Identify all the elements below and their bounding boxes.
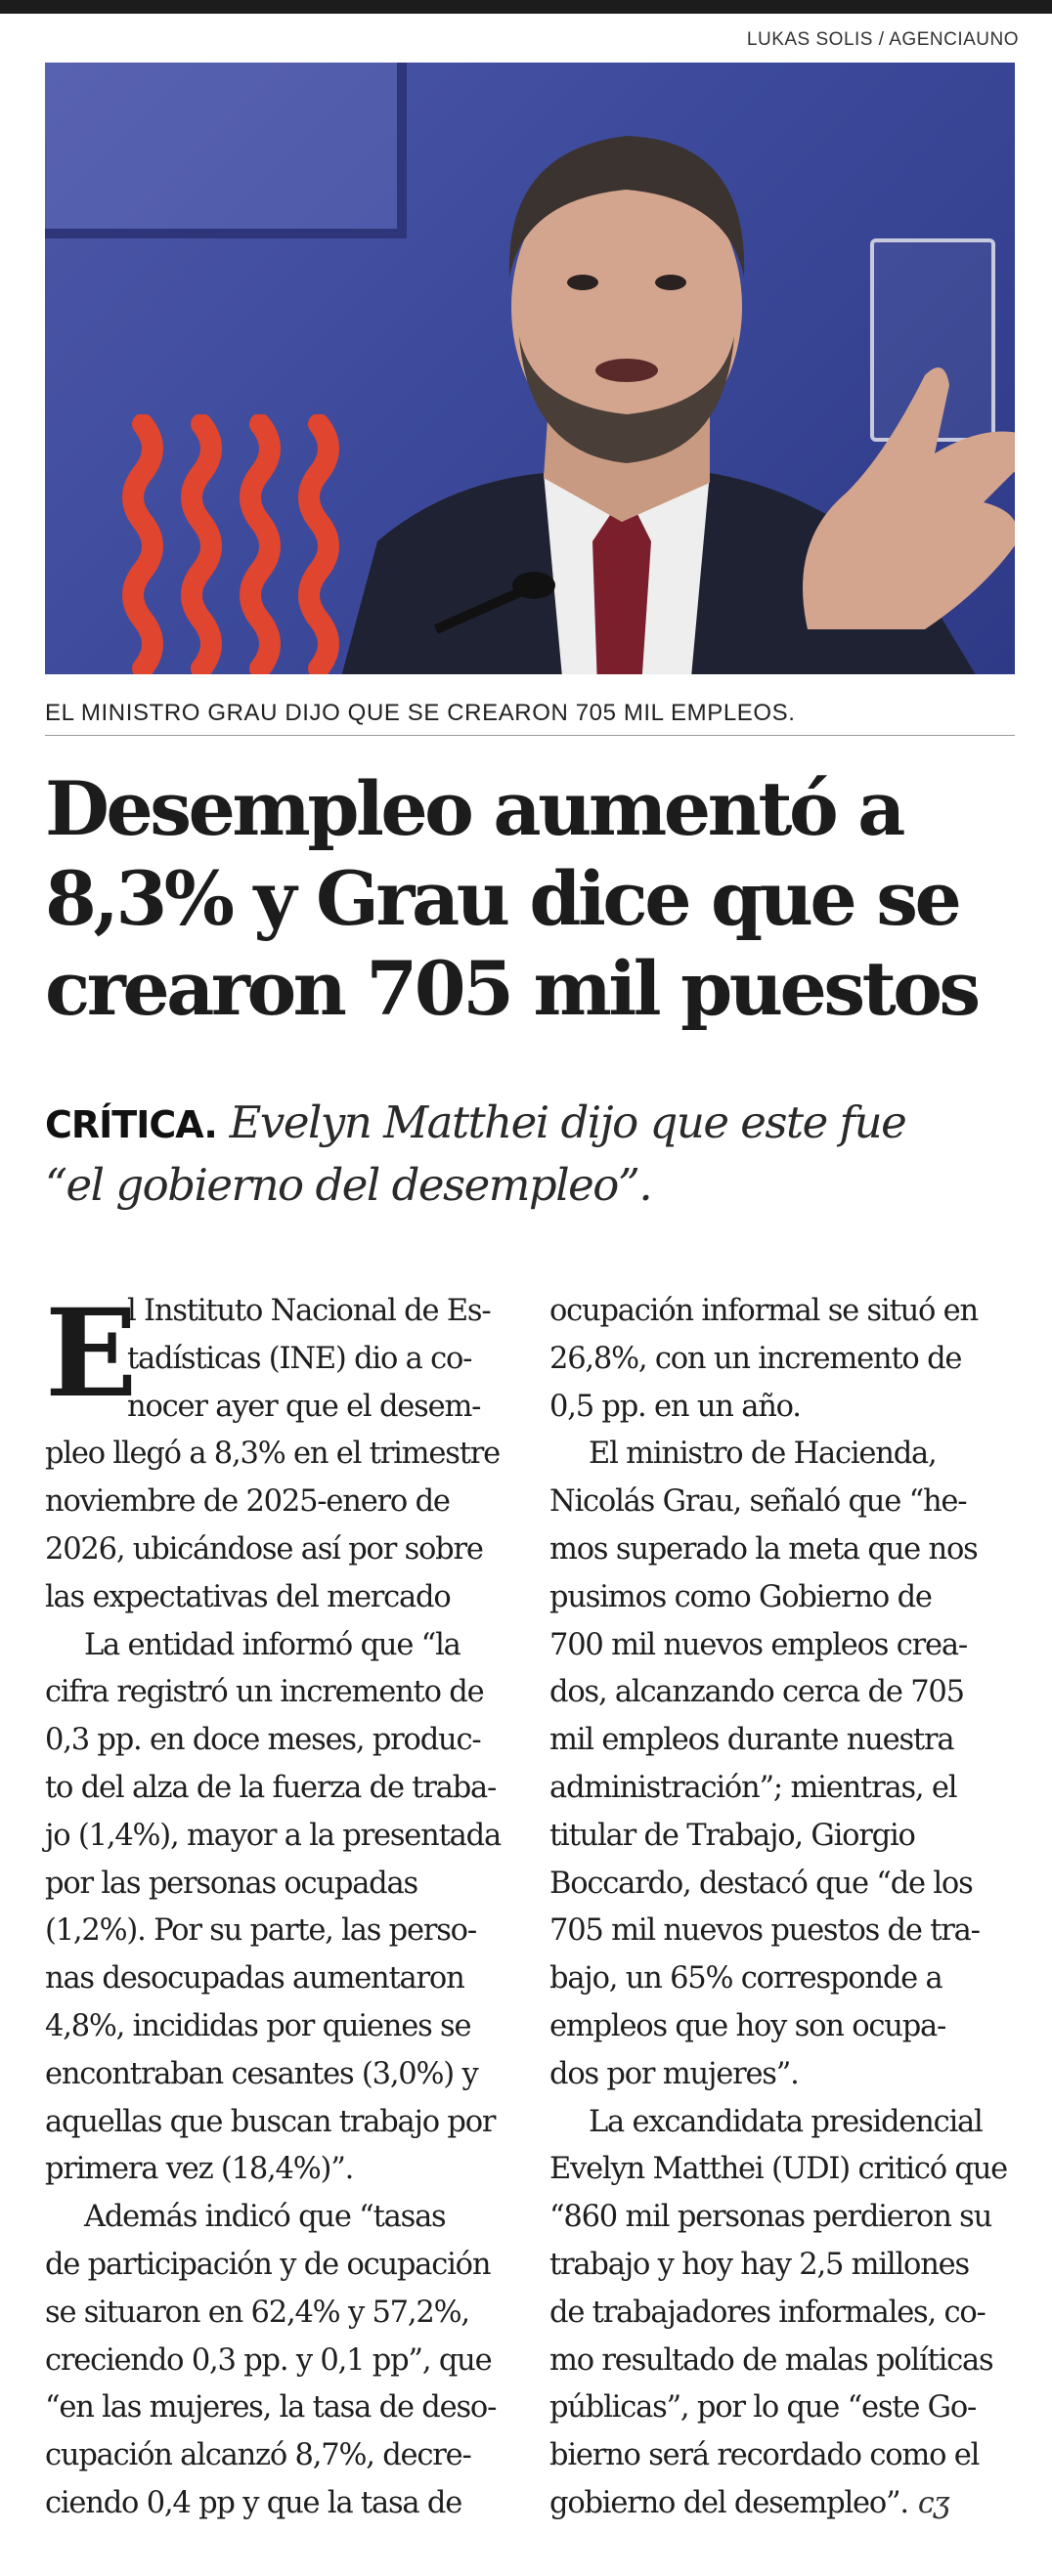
article-line [549,1288,1023,1336]
article-line [549,2242,1023,2290]
article-line: 2026, ubicándose así por sobre [45,1531,483,1567]
top-rule [0,0,1052,14]
article-column-right [549,1288,1023,2528]
deck-kicker: CRÍTICA. [45,1103,217,1146]
article-line [549,2290,1023,2338]
article-line-text: titular de Trabajo, Giorgio [549,1818,915,1853]
article-line: tadísticas (INE) dio a co- [127,1341,472,1376]
article-line: Además indicó que “tasas [84,2200,446,2235]
article-line [549,2051,1023,2099]
article-line [549,1622,1023,1670]
article-line-text: bajo, un 65% corresponde a [549,1961,942,1996]
article-line [549,1669,1023,1717]
article-line: cifra registró un incremento de [45,1675,484,1710]
article-line [549,1479,1023,1526]
article-line [549,1861,1023,1909]
headline [45,764,1023,1034]
article-line: to del alza de la fuerza de traba- [45,1770,497,1805]
article-line [549,2146,1023,2194]
article-line: se situaron en 62,4% y 57,2%, [45,2295,469,2330]
article-line-text: Nicolás Grau, señaló que “he- [549,1484,967,1520]
article-line-text: mos superado la meta que nos [549,1531,978,1567]
article-line [549,2099,1023,2147]
article-line [549,1908,1023,1955]
article-line [549,1765,1023,1813]
article-line-text: “860 mil personas perdieron su [549,2200,992,2235]
article-line-text: El ministro de Hacienda, [589,1437,937,1472]
article-line: cupación alcanzó 8,7%, decre- [45,2438,471,2473]
article-line: 0,3 pp. en doce meses, produc- [45,1723,481,1758]
article-column-left [45,1283,518,2528]
article-line: creciendo 0,3 pp. y 0,1 pp”, que [45,2342,492,2378]
deck-text: Evelyn Matthei dijo que este fue [216,1096,906,1148]
article-line [549,1384,1023,1432]
article-line: “en las mujeres, la tasa de deso- [45,2390,497,2426]
article-line: l Instituto Nacional de Es- [127,1294,491,1328]
article-line-text: públicas”, por lo que “este Go- [549,2390,977,2426]
article-line-text: administración”; mientras, el [549,1770,957,1805]
article-line [549,2480,1023,2528]
article-line-text: Boccardo, destacó que “de los [549,1866,973,1901]
deck-line [45,1093,1023,1155]
article-line [549,2338,1023,2385]
article-line: primera vez (18,4%)”. [45,2152,354,2187]
article-line-text: ocupación informal se situó en [549,1294,978,1328]
article-line-text: gobierno del desempleo”. [549,2485,908,2520]
article-line-text: Evelyn Matthei (UDI) criticó que [549,2152,1008,2187]
photo-credit: LUKAS SOLIS / AGENCIAUNO [746,29,1019,50]
article-line-text: 0,5 pp. en un año. [549,1389,801,1424]
article-line-text: dos, alcanzando cerca de 705 [549,1675,964,1710]
article-line-text: La excandidata presidencial [589,2104,983,2139]
article-line-text: mo resultado de malas políticas [549,2342,993,2378]
caption-divider [45,735,1015,736]
headline-line: 8,3% y Grau dice que se [45,855,959,942]
drop-cap: E [45,1283,137,1425]
article-line-text: mil empleos durante nuestra [549,1723,954,1758]
article-line-text: trabajo y hoy hay 2,5 millones [549,2247,969,2282]
article-line: 4,8%, incididas por quienes se [45,2008,471,2043]
article-line: jo (1,4%), mayor a la presentada [45,1818,501,1853]
article-line-text: pusimos como Gobierno de [549,1579,932,1614]
article-line: encontraban cesantes (3,0%) y [45,2056,478,2091]
article-line [549,1717,1023,1765]
headline-line: Desempleo aumentó a [45,765,902,852]
article-line-text: 705 mil nuevos puestos de tra- [549,1913,980,1949]
article-line: las expectativas del mercado [45,1579,451,1614]
deck-subheadline [45,1093,1023,1216]
headline-line: crearon 705 mil puestos [45,945,978,1032]
article-line-text: bierno será recordado como el [549,2438,980,2473]
article-line [549,1526,1023,1574]
article-line-text: 700 mil nuevos empleos crea- [549,1627,967,1662]
article-line-text: empleos que hoy son ocupa- [549,2008,946,2043]
article-line-text: 26,8%, con un incremento de [549,1341,962,1376]
article-line [549,1574,1023,1622]
article-line: La entidad informó que “la [84,1627,460,1662]
article-line: nas desocupadas aumentaron [45,1961,464,1996]
deck-line: “el gobierno del desempleo”. [45,1159,652,1211]
news-photo [45,63,1015,674]
article-line [549,2432,1023,2480]
article-line [549,1813,1023,1861]
article-line: (1,2%). Por su parte, las perso- [45,1913,476,1949]
photo-caption: EL MINISTRO GRAU DIJO QUE SE CREARON 705 MIL EMPLEOS. [45,700,796,726]
article-line [549,1431,1023,1479]
article-line [549,1955,1023,2003]
article-line [549,1336,1023,1384]
article-line: por las personas ocupadas [45,1866,417,1901]
article-line: de participación y de ocupación [45,2247,491,2282]
article-line [549,2003,1023,2051]
article-line-text: de trabajadores informales, co- [549,2295,986,2330]
article-line [549,2384,1023,2432]
article-line: pleo llegó a 8,3% en el trimestre [45,1437,500,1472]
article-line [549,2194,1023,2242]
article-line: ciendo 0,4 pp y que la tasa de [45,2485,462,2520]
end-of-article-mark: ᴄʒ [917,2485,949,2520]
article-line: aquellas que buscan trabajo por [45,2104,496,2139]
article-line: nocer ayer que el desem- [127,1389,481,1424]
article-line: noviembre de 2025-enero de [45,1484,450,1520]
minister-portrait [299,82,1015,674]
article-line-text: dos por mujeres”. [549,2056,799,2091]
